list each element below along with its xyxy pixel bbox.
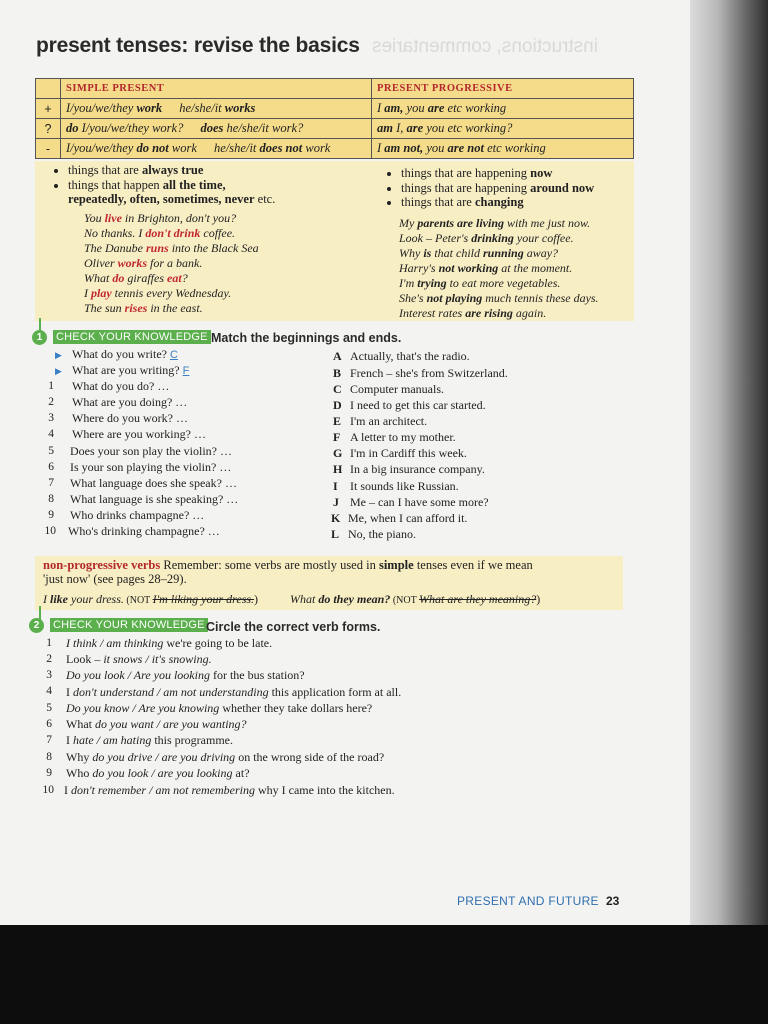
answer-letter: E xyxy=(333,414,342,428)
example-arrow-icon: ▶ xyxy=(55,366,62,376)
table-row-negative xyxy=(36,139,634,159)
list-item: What language does she speak? … xyxy=(70,476,237,490)
answer-letter: K xyxy=(331,511,341,525)
item-number: 10 xyxy=(44,525,56,537)
list-item: Who do you look / are you looking at? xyxy=(66,766,250,780)
example-line: I play tennis every Wednesday. xyxy=(84,286,232,300)
example-line: Why is that child running away? xyxy=(399,246,559,260)
header-present-progressive: PRESENT PROGRESSIVE xyxy=(372,79,634,99)
bleed-through-text: instructions, commentaries xyxy=(372,36,598,57)
list-item: I don't remember / am not remembering why I came into the kitchen. xyxy=(64,783,395,797)
list-item: I need to get this car started. xyxy=(350,398,486,412)
tense-forms-table xyxy=(35,78,634,159)
list-item: No, the piano. xyxy=(348,527,416,541)
list-item: I hate / am hating this programme. xyxy=(66,733,233,747)
progressive-negative: I am not, you are not etc working xyxy=(372,139,634,159)
negative-symbol: - xyxy=(36,139,61,159)
list-item: Where are you working? … xyxy=(72,427,206,441)
answer-letter: B xyxy=(333,366,342,380)
note-example-1: I like your dress. (NOT I'm liking your dress.) xyxy=(43,592,259,606)
list-item: Me – can I have some more? xyxy=(350,495,489,509)
example-line: My parents are living with me just now. xyxy=(399,216,591,230)
list-item: What are you doing? … xyxy=(72,395,188,409)
list-item: Actually, that's the radio. xyxy=(350,349,470,363)
item-number: 5 xyxy=(48,445,54,457)
item-number: 1 xyxy=(48,380,54,392)
header-simple-present: SIMPLE PRESENT xyxy=(61,79,372,99)
answer-letter: G xyxy=(333,446,343,460)
check-knowledge-badge: CHECK YOUR KNOWLEDGE xyxy=(53,330,211,344)
check-knowledge-badge: CHECK YOUR KNOWLEDGE xyxy=(50,618,208,632)
list-item: It sounds like Russian. xyxy=(350,479,459,493)
item-number: 8 xyxy=(48,493,54,505)
item-number: 6 xyxy=(46,718,52,730)
example-line: The sun rises in the east. xyxy=(84,301,203,315)
answer-letter: H xyxy=(333,462,343,476)
list-item: What language is she speaking? … xyxy=(70,492,239,506)
note-example-2: What do they mean? (NOT What are they meaning?) xyxy=(290,592,541,606)
example-line: Interest rates are rising again. xyxy=(399,306,547,320)
exercise-title: Circle the correct verb forms. xyxy=(206,620,381,634)
page-number: 23 xyxy=(606,894,620,908)
note-line-1: non-progressive verbs Remember: some verbs are mostly used in simple tenses even if we mean xyxy=(43,558,533,572)
item-number: 2 xyxy=(48,396,54,408)
example-line: Harry's not working at the moment. xyxy=(399,261,573,275)
progressive-affirmative: I am, you are etc working xyxy=(372,99,634,119)
simple-question: do I/you/we/they work? does he/she/it work? xyxy=(61,119,372,139)
list-item: Does your son play the violin? … xyxy=(70,444,232,458)
item-number: 8 xyxy=(46,751,52,763)
example-line: Oliver works for a bank. xyxy=(84,256,203,270)
answer-letter: I xyxy=(333,479,338,493)
background-shadow xyxy=(0,925,768,1024)
simple-affirmative: I/you/we/they work he/she/it works xyxy=(61,99,372,119)
list-item: What do you write? C xyxy=(72,347,178,361)
table-header-row xyxy=(36,79,634,99)
list-item: Do you look / Are you looking for the bus station? xyxy=(66,668,305,682)
simple-use-item: • things that are always true xyxy=(68,163,340,178)
item-number: 9 xyxy=(46,767,52,779)
item-number: 2 xyxy=(46,653,52,665)
list-item: A letter to my mother. xyxy=(350,430,456,444)
table-row-question xyxy=(36,119,634,139)
progressive-uses-list xyxy=(383,166,633,210)
page-title: present tenses: revise the basics xyxy=(36,34,360,57)
item-number: 3 xyxy=(46,669,52,681)
list-item: Me, when I can afford it. xyxy=(348,511,468,525)
answer-letter: J xyxy=(333,495,339,509)
exercise-number-2: 2 xyxy=(29,618,44,633)
item-number: 10 xyxy=(42,784,54,796)
item-number: 7 xyxy=(48,477,54,489)
example-line: She's not playing much tennis these days. xyxy=(399,291,599,305)
example-line: You live in Brighton, don't you? xyxy=(84,211,237,225)
example-line: I'm trying to eat more vegetables. xyxy=(399,276,561,290)
list-item: Do you know / Are you knowing whether they take dollars here? xyxy=(66,701,373,715)
answer-letter: A xyxy=(333,349,342,363)
item-number: 6 xyxy=(48,461,54,473)
item-number: 9 xyxy=(48,509,54,521)
section-footer: PRESENT AND FUTURE xyxy=(457,894,599,908)
answer-letter: L xyxy=(331,527,340,541)
list-item: Who drinks champagne? … xyxy=(70,508,205,522)
example-line: What do giraffes eat? xyxy=(84,271,188,285)
item-number: 5 xyxy=(46,702,52,714)
table-corner xyxy=(36,79,61,99)
list-item: What are you writing? F xyxy=(72,363,190,377)
simple-use-item: • things that happen all the time, repeatedly, often, sometimes, never etc. xyxy=(68,178,340,207)
affirmative-symbol: + xyxy=(36,99,61,119)
progressive-use-item: • things that are happening around now xyxy=(401,181,633,196)
note-line-2: 'just now' (see pages 28–29). xyxy=(43,572,187,586)
list-item: French – she's from Switzerland. xyxy=(350,366,508,380)
list-item: What do you do? … xyxy=(72,379,170,393)
list-item: Why do you drive / are you driving on the wrong side of the road? xyxy=(66,750,385,764)
progressive-use-item: • things that are changing xyxy=(401,195,633,210)
page-edge-shadow xyxy=(690,0,768,940)
exercise-number-1: 1 xyxy=(32,330,47,345)
simple-examples xyxy=(84,211,364,316)
example-line: No thanks. I don't drink coffee. xyxy=(84,226,236,240)
list-item: Look – it snows / it's snowing. xyxy=(66,652,212,666)
list-item: Computer manuals. xyxy=(350,382,444,396)
simple-negative: I/you/we/they do not work he/she/it does not work xyxy=(61,139,372,159)
answer-letter: F xyxy=(333,430,341,444)
table-row-affirmative xyxy=(36,99,634,119)
simple-uses-list xyxy=(50,163,340,207)
list-item: I'm an architect. xyxy=(350,414,428,428)
list-item: I'm in Cardiff this week. xyxy=(350,446,467,460)
item-number: 7 xyxy=(46,734,52,746)
list-item: Is your son playing the violin? … xyxy=(70,460,232,474)
progressive-question: am I, are you etc working? xyxy=(372,119,634,139)
item-number: 4 xyxy=(48,428,54,440)
item-number: 1 xyxy=(46,637,52,649)
answer-letter: C xyxy=(333,382,342,396)
item-number: 4 xyxy=(46,685,52,697)
example-line: Look – Peter's drinking your coffee. xyxy=(399,231,574,245)
list-item: Who's drinking champagne? … xyxy=(68,524,220,538)
progressive-examples xyxy=(399,216,634,321)
progressive-use-item: • things that are happening now xyxy=(401,166,633,181)
example-arrow-icon: ▶ xyxy=(55,350,62,360)
question-symbol: ? xyxy=(36,119,61,139)
item-number: 3 xyxy=(48,412,54,424)
list-item: I think / am thinking we're going to be late. xyxy=(66,636,273,650)
exercise-title: Match the beginnings and ends. xyxy=(211,331,402,345)
list-item: In a big insurance company. xyxy=(350,462,485,476)
list-item: What do you want / are you wanting? xyxy=(66,717,247,731)
list-item: Where do you work? … xyxy=(72,411,188,425)
example-line: The Danube runs into the Black Sea xyxy=(84,241,259,255)
answer-letter: D xyxy=(333,398,342,412)
list-item: I don't understand / am not understanding this application form at all. xyxy=(66,685,402,699)
